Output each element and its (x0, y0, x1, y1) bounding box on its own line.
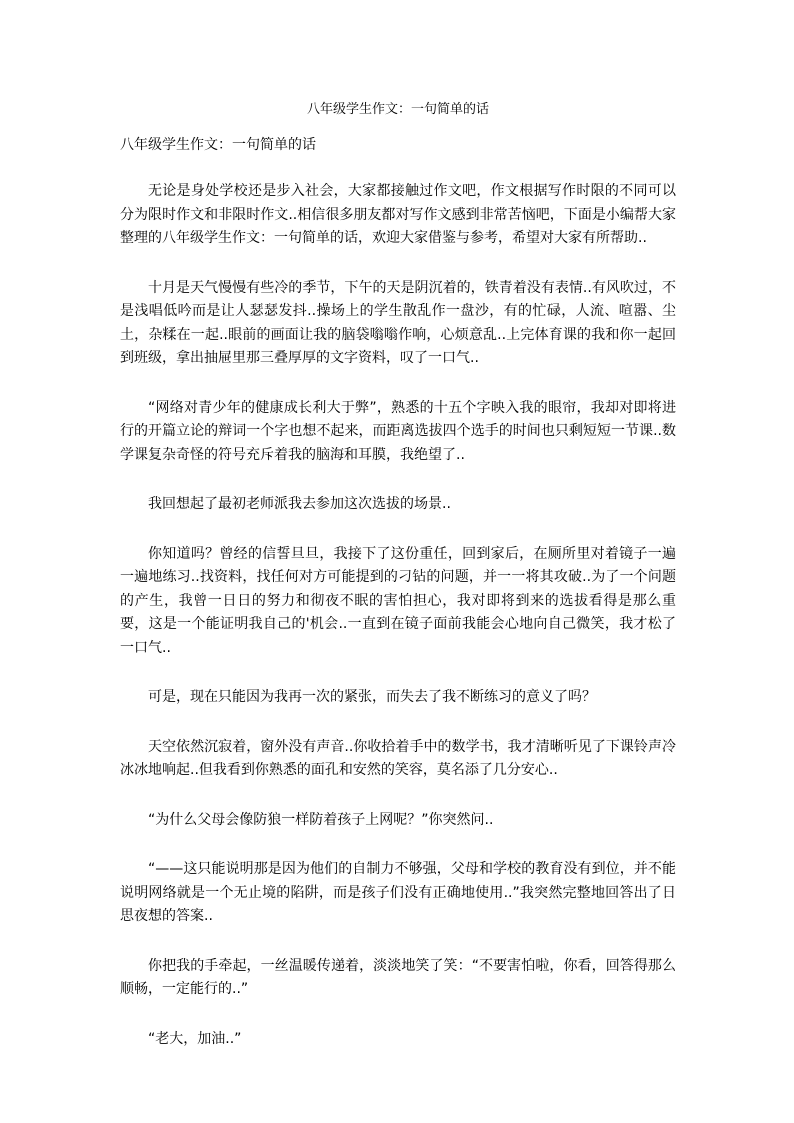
document-subtitle: 八年级学生作文：一句简单的话 (120, 137, 316, 153)
document-title: 八年级学生作文：一句简单的话 (306, 102, 489, 117)
paragraph-8: “为什么父母会像防狼一样防着孩子上网呢？”你突然问.. (148, 811, 494, 828)
document-body (120, 180, 676, 1077)
paragraph-10: 你把我的手牵起，一丝温暖传递着，淡淡地笑了笑：“不要害怕啦，你看，回答得那么顺畅，一定能行的..” (120, 957, 676, 997)
paragraph-2: 十月是天气慢慢有些冷的季节，下午的天是阴沉着的，铁青着没有表情..有风吹过，不是浅唱低吟而是让人瑟瑟发抖..操场上的学生散乱作一盘沙，有的忙碌，人流、喧嚣、尘土，杂糅在一起..眼前的画面让我的脑袋嗡嗡作响，心烦意乱..上完体育课的我和你一起回到班级，拿出抽屉里那三叠厚厚的文字资料，叹了一口气.. (120, 279, 676, 366)
paragraph-3: “网络对青少年的健康成长利大于弊”，熟悉的十五个字映入我的眼帘，我却对即将进行的开篇立论的辩词一个字也想不起来，而距离选拔四个选手的时间也只剩短短一节课..数学课复杂奇怪的符号充斥着我的脑海和耳膜，我绝望了.. (120, 399, 676, 463)
paragraph-11: “老大，加油..” (148, 1030, 242, 1047)
paragraph-5: 你知道吗？曾经的信誓旦旦，我接下了这份重任，回到家后，在厕所里对着镜子一遍一遍地练习..找资料，找任何对方可能提到的刁钻的问题，并一一将其攻破..为了一个问题的产生，我曾一日日的努力和彻夜不眠的害怕担心，我对即将到来的选拔看得是那么重要，这是一个能证明我自己的'机会..一直到在镜子面前我能会心地向自己微笑，我才松了一口气.. (120, 545, 676, 656)
paragraph-4: 我回想起了最初老师派我去参加这次选拔的场景.. (148, 496, 451, 512)
paragraph-1: 无论是身处学校还是步入社会，大家都接触过作文吧，作文根据写作时限的不同可以分为限时作文和非限时作文..相信很多朋友都对写作文感到非常苦恼吧，下面是小编帮大家整理的八年级学生作文：一句简单的话，欢迎大家借鉴与参考，希望对大家有所帮助.. (120, 183, 676, 246)
paragraph-9: “——这只能说明那是因为他们的自制力不够强，父母和学校的教育没有到位，并不能说明网络就是一个无止境的陷阱，而是孩子们没有正确地使用..”我突然完整地回答出了日思夜想的答案.. (120, 861, 676, 924)
paragraph-6: 可是，现在只能因为我再一次的紧张，而失去了我不断练习的意义了吗？ (148, 689, 596, 705)
paragraph-7: 天空依然沉寂着，窗外没有声音..你收拾着手中的数学书，我才清晰听见了下课铃声冷冰冰地响起..但我看到你熟悉的面孔和安然的笑容，莫名添了几分安心.. (120, 738, 676, 778)
